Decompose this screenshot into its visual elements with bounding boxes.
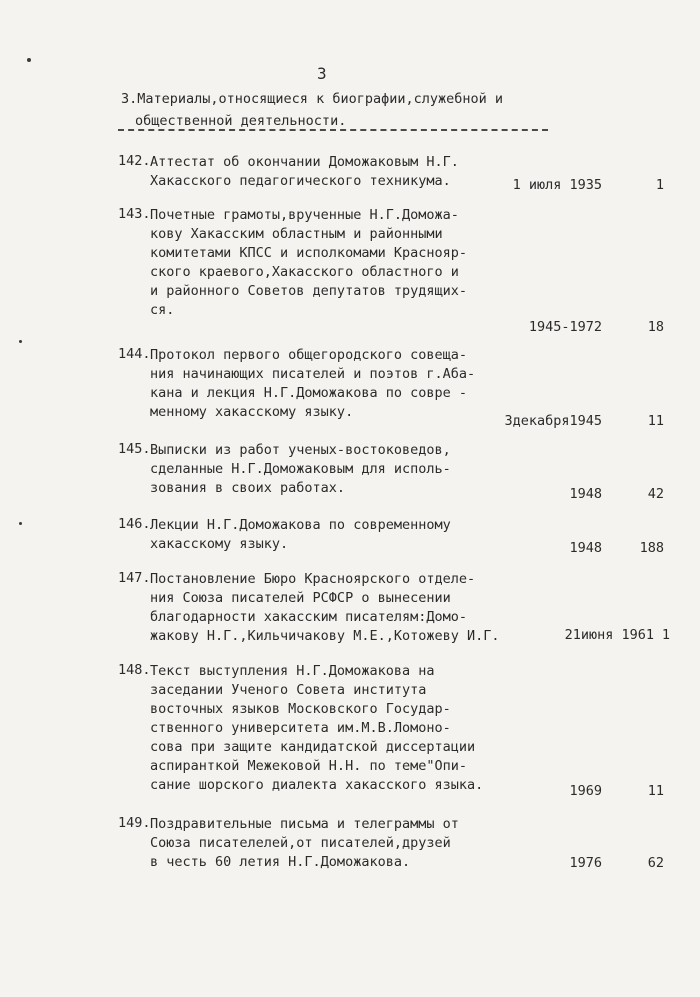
section-title-line-1: 3.Материалы,относящиеся к биографии,служебной и xyxy=(121,91,504,107)
entry-date: 1969 xyxy=(569,783,602,799)
entry-number: 145. xyxy=(118,441,151,457)
entry-text-line: Протокол первого общегородского совеща- xyxy=(150,347,467,363)
entry-date: 1948 xyxy=(569,486,602,502)
entry-text-line: ственного университета им.М.В.Ломоно- xyxy=(150,720,451,736)
entry-text-line: Почетные грамоты,врученные Н.Г.Доможа- xyxy=(150,207,459,223)
entry-text-line: Хакасского педагогического техникума. xyxy=(150,173,451,189)
entry-text-line: и районного Советов депутатов трудящих- xyxy=(150,283,467,299)
entry-text-line: сова при защите кандидатской диссертации xyxy=(150,739,476,755)
entry-text-line: ния начинающих писателей и поэтов г.Аба- xyxy=(150,366,476,382)
entry-title xyxy=(150,570,518,646)
entry-number: 142. xyxy=(118,153,151,169)
entry-text-line: Поздравительные письма и телеграммы от xyxy=(150,816,459,832)
entry-date: 1976 xyxy=(569,855,602,871)
entry-text-line: аспиранткой Межековой Н.Н. по теме"Опи- xyxy=(150,758,467,774)
entry-text-line: хакасскому языку. xyxy=(150,536,289,552)
section-title-line-2: общественной деятельности. xyxy=(135,113,347,129)
entry-number: 149. xyxy=(118,815,151,831)
entry-text-line: Лекции Н.Г.Доможакова по современному xyxy=(150,517,451,533)
entry-title xyxy=(150,441,518,498)
entry-text-line: Постановление Бюро Красноярского отделе- xyxy=(150,571,476,587)
entry-title xyxy=(150,516,518,554)
paper-speck xyxy=(27,58,31,62)
entry-date: 1948 xyxy=(569,540,602,556)
entry-pages: 42 xyxy=(647,486,664,502)
entry-title xyxy=(150,815,518,872)
entry-text-line: кову Хакасским областным и районными xyxy=(150,226,443,242)
entry-text-line: сделанные Н.Г.Доможаковым для исполь- xyxy=(150,461,451,477)
entry-pages: 1 xyxy=(661,627,670,643)
entry-date: 1 июля 1935 xyxy=(512,177,602,193)
entry-number: 147. xyxy=(118,570,151,586)
entry-number: 144. xyxy=(118,346,151,362)
entry-text-line: менному хакасскому языку. xyxy=(150,404,354,420)
entry-text-line: жакову Н.Г.,Кильчичакову М.Е.,Котожеву И.Г. xyxy=(150,628,500,644)
entry-date: 3декабря1945 xyxy=(504,413,602,429)
entry-text-line: кана и лекция Н.Г.Доможакова по совре - xyxy=(150,385,467,401)
entry-text-line: в честь 60 летия Н.Г.Доможакова. xyxy=(150,854,411,870)
entry-pages: 1 xyxy=(655,177,664,193)
entry-text-line: Выписки из работ ученых-востоковедов, xyxy=(150,442,451,458)
entry-text-line: зования в своих работах. xyxy=(150,480,346,496)
entry-pages: 11 xyxy=(647,413,664,429)
entry-text-line: комитетами КПСС и исполкомами Краснояр- xyxy=(150,245,467,261)
entry-date: 1945-1972 xyxy=(528,319,602,335)
entry-text-line: благодарности хакасским писателям:Домо- xyxy=(150,609,467,625)
entry-pages: 11 xyxy=(647,783,664,799)
entry-text-line: ского краевого,Хакасского областного и xyxy=(150,264,459,280)
entry-text-line: ния Союза писателей РСФСР о вынесении xyxy=(150,590,451,606)
entry-title xyxy=(150,662,518,795)
section-title xyxy=(121,88,561,132)
entry-number: 143. xyxy=(118,206,151,222)
entry-pages: 62 xyxy=(647,855,664,871)
entry-text-line: Аттестат об окончании Доможаковым Н.Г. xyxy=(150,154,459,170)
title-underline xyxy=(118,129,548,131)
entry-number: 148. xyxy=(118,662,151,678)
entry-text-line: Союза писателелей,от писателей,друзей xyxy=(150,835,451,851)
entry-text-line: заседании Ученого Совета института xyxy=(150,682,427,698)
paper-speck xyxy=(19,340,22,343)
entry-text-line: восточных языков Московского Государ- xyxy=(150,701,451,717)
page-number: 3 xyxy=(317,64,327,83)
entry-text-line: Текст выступления Н.Г.Доможакова на xyxy=(150,663,435,679)
entry-text-line: ся. xyxy=(150,302,175,318)
entry-date: 21июня 1961 xyxy=(564,627,654,643)
entry-pages: 188 xyxy=(639,540,664,556)
entry-number: 146. xyxy=(118,516,151,532)
entry-pages: 18 xyxy=(647,319,664,335)
entry-title xyxy=(150,206,518,320)
entry-text-line: сание шорского диалекта хакасского языка. xyxy=(150,777,484,793)
entry-title xyxy=(150,346,518,422)
paper-speck xyxy=(19,522,22,525)
entry-title xyxy=(150,153,518,191)
